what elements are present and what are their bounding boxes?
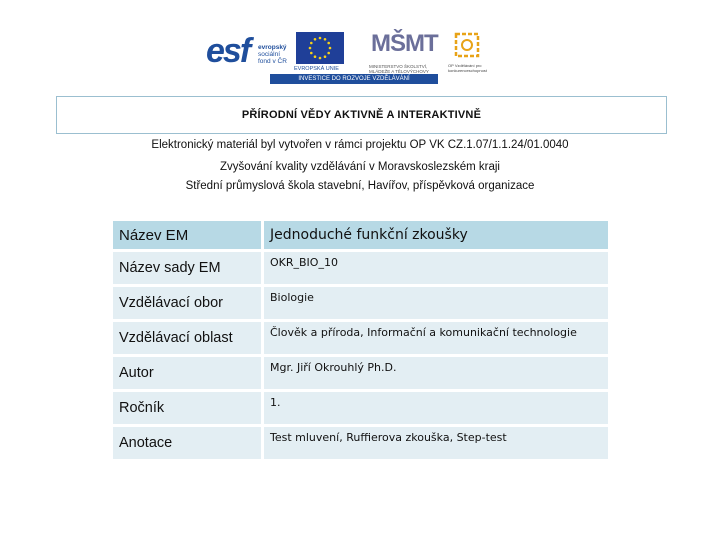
row-key: Vzdělávací oblast bbox=[113, 322, 264, 354]
table-row bbox=[113, 392, 608, 424]
metadata-table bbox=[113, 218, 608, 462]
row-value: Test mluvení, Ruffierova zkouška, Step-test bbox=[264, 427, 608, 459]
table-row bbox=[113, 427, 608, 459]
project-line: Elektronický materiál byl vytvořen v rámci projektu OP VK CZ.1.07/1.1.24/01.0040 bbox=[151, 139, 569, 151]
row-value: OKR_BIO_10 bbox=[264, 252, 608, 284]
msmt-logo-label: MINISTERSTVO ŠKOLSTVÍ, MLÁDEŽE A TĚLOVÝCHOVY bbox=[369, 64, 429, 74]
header-value: Jednoduché funkční zkoušky bbox=[264, 221, 608, 249]
row-key: Ročník bbox=[113, 392, 264, 424]
opvk-emblem-icon bbox=[448, 30, 496, 64]
header-key: Název EM bbox=[113, 221, 264, 249]
msmt-logo bbox=[369, 30, 441, 74]
row-value: Člověk a příroda, Informační a komunikační technologie bbox=[264, 322, 608, 354]
invest-banner: INVESTICE DO ROZVOJE VZDĚLÁVÁNÍ bbox=[270, 74, 438, 84]
table-row bbox=[113, 287, 608, 319]
row-value: Biologie bbox=[264, 287, 608, 319]
esf-logo-letters: esf bbox=[206, 32, 250, 70]
msmt-logo-mark: MŠMT bbox=[371, 30, 438, 57]
school-line: Střední průmyslová škola stavební, Havířov, příspěvková organizace bbox=[185, 180, 535, 192]
opvk-logo bbox=[448, 30, 496, 74]
esf-logo-text: evropský sociální fond v ČR bbox=[258, 44, 287, 65]
row-value: Mgr. Jiří Okrouhlý Ph.D. bbox=[264, 357, 608, 389]
table-row bbox=[113, 322, 608, 354]
table-row bbox=[113, 357, 608, 389]
page-title: PŘÍRODNÍ VĚDY AKTIVNĚ A INTERAKTIVNĚ bbox=[56, 96, 667, 134]
row-key: Vzdělávací obor bbox=[113, 287, 264, 319]
row-key: Anotace bbox=[113, 427, 264, 459]
table-header-row bbox=[113, 221, 608, 249]
row-key: Název sady EM bbox=[113, 252, 264, 284]
program-line: Zvyšování kvality vzdělávání v Moravskoslezském kraji bbox=[220, 161, 500, 173]
logo-strip bbox=[204, 28, 496, 86]
row-value: 1. bbox=[264, 392, 608, 424]
row-key: Autor bbox=[113, 357, 264, 389]
esf-logo bbox=[204, 32, 294, 72]
opvk-logo-label: OP Vzdělávání pro konkurenceschopnost bbox=[448, 63, 487, 73]
table-row bbox=[113, 252, 608, 284]
eu-flag-icon bbox=[296, 32, 344, 64]
eu-label: EVROPSKÁ UNIE bbox=[294, 66, 339, 72]
